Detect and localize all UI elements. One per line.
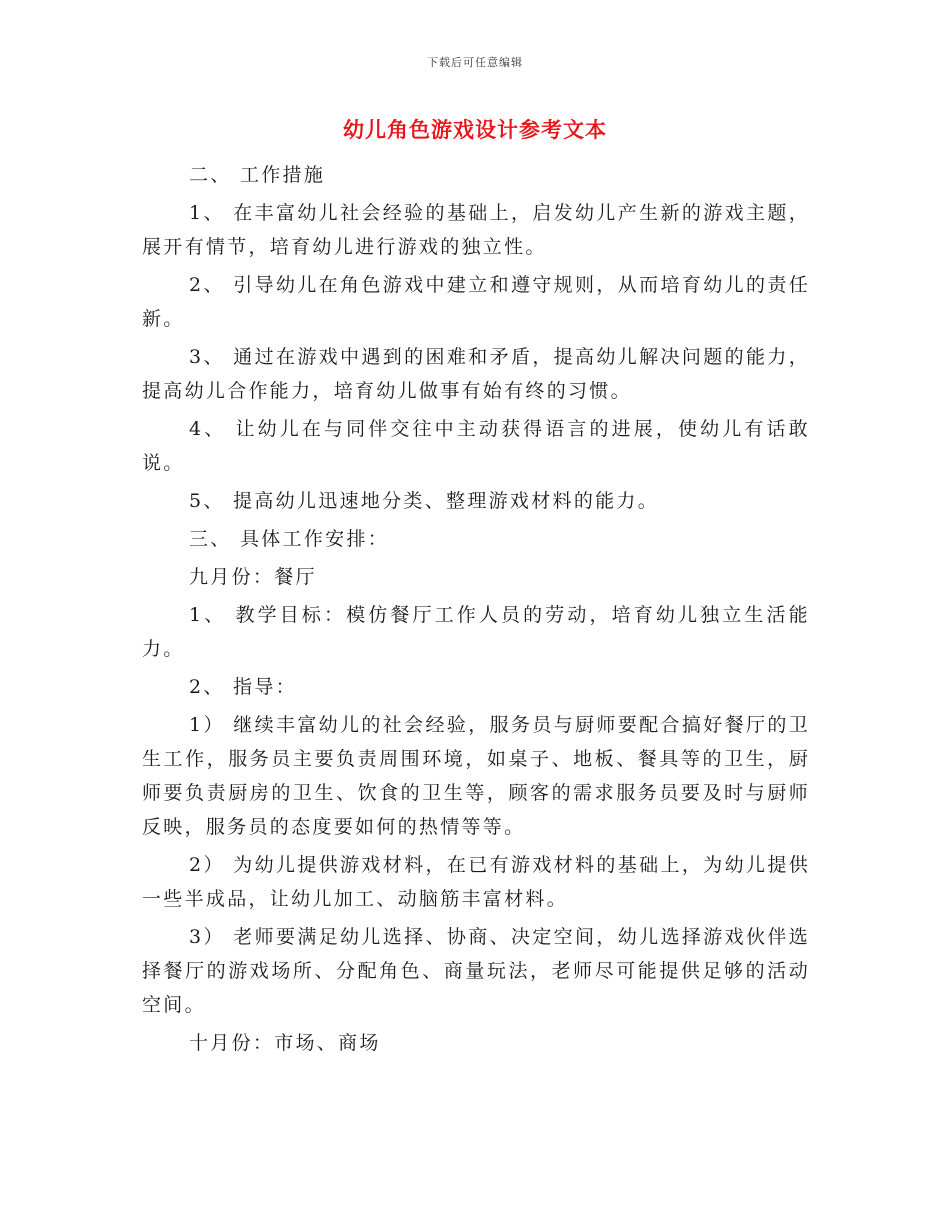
- measure-item-1: 1、 在丰富幼儿社会经验的基础上，启发幼儿产生新的游戏主题，展开有情节，培育幼儿进行游戏的独立性。: [142, 202, 810, 258]
- section-heading-work-measures: 二、 工作措施: [189, 164, 326, 186]
- measure-item-4: 4、 让幼儿在与同伴交往中主动获得语言的进展，使幼儿有话敢说。: [142, 418, 810, 474]
- measure-item-5: 5、 提高幼儿迅速地分类、整理游戏材料的能力。: [189, 490, 660, 512]
- document-title: 幼儿角色游戏设计参考文本: [343, 117, 607, 142]
- section-heading-work-schedule: 三、 具体工作安排：: [189, 528, 390, 550]
- document-body: [142, 158, 810, 1064]
- month-heading-october: 十月份：市场、商场: [189, 1032, 381, 1054]
- september-guidance-heading: 2、 指导：: [189, 676, 297, 698]
- guidance-item-3: 3） 老师要满足幼儿选择、协商、决定空间，幼儿选择游戏伙伴选择餐厅的游戏场所、分配角色、商量玩法，老师尽可能提供足够的活动空间。: [142, 926, 810, 1016]
- header-note: 下载后可任意编辑: [427, 56, 523, 69]
- measure-item-3: 3、 通过在游戏中遇到的困难和矛盾，提高幼儿解决问题的能力，提高幼儿合作能力，培育幼儿做事有始有终的习惯。: [142, 346, 810, 402]
- measure-item-2: 2、 引导幼儿在角色游戏中建立和遵守规则，从而培育幼儿的责任新。: [142, 274, 810, 330]
- guidance-item-2: 2） 为幼儿提供游戏材料，在已有游戏材料的基础上，为幼儿提供一些半成品，让幼儿加工、动脑筋丰富材料。: [142, 854, 810, 910]
- guidance-item-1: 1） 继续丰富幼儿的社会经验，服务员与厨师要配合搞好餐厅的卫生工作，服务员主要负责周围环境，如桌子、地板、餐具等的卫生，厨师要负责厨房的卫生、饮食的卫生等，顾客的需求服务员要及时与厨师反映，服务员的态度要如何的热情等等。: [142, 714, 810, 838]
- september-goal: 1、 教学目标：模仿餐厅工作人员的劳动，培育幼儿独立生活能力。: [142, 604, 810, 660]
- month-heading-september: 九月份：餐厅: [189, 566, 317, 588]
